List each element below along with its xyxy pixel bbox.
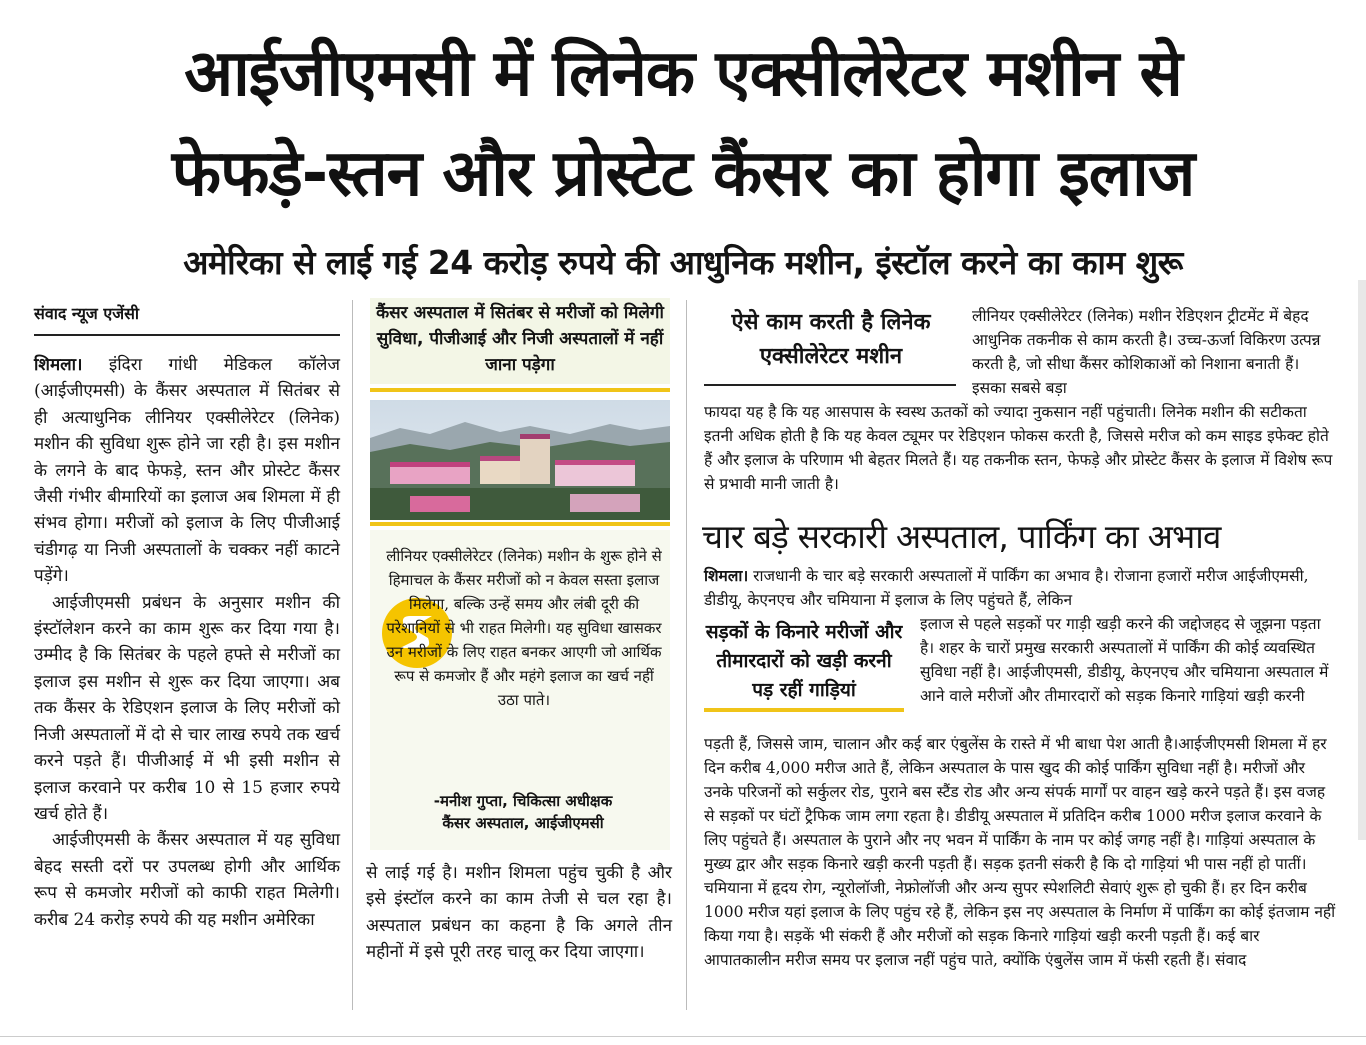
paragraph-1: इंदिरा गांधी मेडिकल कॉलेज (आईजीएमसी) के कैंसर अस्पताल में सितंबर से ही अत्याधुनिक लीनियर एक्सीलेरेटर (लिनेक) मशीन की सुविधा शुरू होने जा रही है। इस मशीन के लगने के बाद फेफड़े, स्तन और प्रोस्टेट कैंसर जैसी गंभीर बीमारियों का इलाज अब शिमला में ही संभव होगा। मरीजों को इलाज के लिए पीजीआई चंडीगढ़ या निजी अस्पतालों के चक्कर नहीं काटने पड़ेंगे। (34, 355, 340, 587)
linac-text-right (972, 304, 1328, 400)
adjacent-page-strip (1358, 280, 1366, 840)
sidebar-heading: ऐसे काम करती है लिनेक एक्सीलेरेटर मशीन (731, 310, 931, 369)
quote-author-title: कैंसर अस्पताल, आईजीएमसी (442, 814, 604, 832)
paragraph-2: आईजीएमसी प्रबंधन के अनुसार मशीन की इंस्टॉलेशन करने का काम शुरू कर दिया गया है। उम्मीद है कि सितंबर के पहले हफ्ते से मरीजों का इलाज इस मशीन से शुरू कर दिया जाएगा। अब तक कैंसर के रेडिएशन इलाज के लिए मरीजों को निजी अस्पतालों में दो से चार लाख रुपये तक खर्च करने पड़ते हैं। पीजीआई में भी इसी मशीन से इलाज करवाने पर करीब 10 से 15 हजार रुपये खर्च होते हैं। (34, 592, 340, 824)
linac-text-right-para: लीनियर एक्सीलेरेटर (लिनेक) मशीन रेडिएशन ट्रीटमेंट में बेहद आधुनिक तकनीक से काम करती है। उच्च-ऊर्जा विकिरण उत्पन्न करती है, जो सीधा कैंसर कोशिकाओं को निशाना बनाती हैं। इसका सबसे बड़ा (972, 307, 1321, 397)
story-2-right-text (920, 612, 1334, 708)
photo-bottom-rule (370, 522, 670, 526)
page-bottom-rule (0, 1036, 1366, 1037)
column-divider-1 (352, 300, 353, 1010)
paragraph-continued: से लाई गई है। मशीन शिमला पहुंच चुकी है और इसे इंस्टॉल करने का काम तेजी से चल रहा है। अस्पताल प्रबंधन का कहना है कि अगले तीन महीनों में इसे पूरी तरह चालू कर दिया जाएगा। (366, 863, 672, 963)
story-2-dateline: शिमला। (704, 566, 749, 585)
quote-text: लीनियर एक्सीलेरेटर (लिनेक) मशीन के शुरू होने से हिमाचल के कैंसर मरीजों को न केवल सस्ता इलाज मिलेगा, बल्कि उन्हें समय और लंबी दूरी की परेशानियों से भी राहत मिलेगी। यह सुविधा खासकर उन मरीजों के लिए राहत बनकर आएगी जो आर्थिक रूप से कमजोर हैं और महंगे इलाज का खर्च नहीं उठा पाते। (386, 547, 662, 709)
story-2-headline: चार बड़े सरकारी अस्पताल, पार्किंग का अभाव (702, 517, 1221, 556)
headline-line-2: फेफड़े-स्तन और प्रोस्टेट कैंसर का होगा इलाज (171, 137, 1195, 211)
byline: संवाद न्यूज एजेंसी (34, 304, 140, 323)
hospital-photo (370, 400, 670, 520)
headline-line-1: आईजीएमसी में लिनेक एक्सीलेरेटर मशीन से (184, 37, 1182, 111)
highlight-box-heading: कैंसर अस्पताल में सितंबर से मरीजों को मिलेगी सुविधा, पीजीआई और निजी अस्पतालों में नहीं जाना पड़ेगा (376, 303, 664, 375)
linac-text-full (704, 400, 1334, 496)
highlight-box-rule (370, 388, 670, 392)
column-divider-2 (686, 300, 687, 1010)
story-2-full-text (704, 732, 1336, 972)
story-2-intro-text: राजधानी के चार बड़े सरकारी अस्पतालों में पार्किंग का अभाव है। रोजाना हजारों मरीज आईजीएमसी, डीडीयू, केएनएच और चमियाना में इलाज के लिए पहुंचते हैं, लेकिन (704, 567, 1309, 609)
byline-divider (34, 334, 340, 336)
quote-author (378, 790, 668, 834)
main-story-column-1 (34, 352, 340, 933)
story-2-intro (704, 564, 1334, 612)
pull-quote: सड़कों के किनारे मरीजों और तीमारदारों को खड़ी करनी पड़ रहीं गाड़ियां (705, 621, 903, 701)
dateline: शिमला। (34, 355, 83, 375)
linac-text-full-para: फायदा यह है कि यह आसपास के स्वस्थ ऊतकों को ज्यादा नुकसान नहीं पहुंचाती। लिनेक मशीन की सटीकता इतनी अधिक होती है कि यह केवल ट्यूमर पर रेडिएशन फोकस करती है, जिससे मरीज को कम साइड इफेक्ट होते हैं और इलाज के परिणाम भी बेहतर मिलते हैं। यह तकनीक स्तन, फेफड़े और प्रोस्टेट कैंसर के इलाज में विशेष रूप से प्रभावी मानी जाती है। (704, 403, 1333, 493)
story-2-right-para: इलाज से पहले सड़कों पर गाड़ी खड़ी करने की जद्दोजहद से जूझना पड़ता है। शहर के चारों प्रमुख सरकारी अस्पतालों में पार्किंग की कोई व्यवस्थित सुविधा नहीं है। आईजीएमसी, डीडीयू, केएनएच और चमियाना अस्पताल में आने वाले मरीजों और तीमारदारों को सड़क किनारे गाड़ियां खड़ी करनी (920, 615, 1329, 705)
subheadline: अमेरिका से लाई गई 24 करोड़ रुपये की आधुनिक मशीन, इंस्टॉल करने का काम शुरू (183, 243, 1183, 282)
quote-author-name: -मनीश गुप्ता, चिकित्सा अधीक्षक (433, 792, 613, 810)
pull-quote-rule (704, 708, 904, 712)
highlight-box (370, 298, 670, 384)
main-story-column-2 (366, 860, 672, 966)
sidebar-heading-rule (704, 384, 956, 386)
story-2-full-para: पड़ती हैं, जिससे जाम, चालान और कई बार एंबुलेंस के रास्ते में भी बाधा पेश आती है।आईजीएमसी शिमला में हर दिन करीब 4,000 मरीज आते हैं, लेकिन अस्पताल के पास खुद की कोई पार्किंग सुविधा नहीं है। मरीजों और उनके परिजनों को सर्कुलर रोड, पुराने बस स्टैंड रोड और अन्य संपर्क मार्गों पर वाहन खड़े करने पड़ते हैं। इस वजह से सड़कों पर घंटों ट्रैफिक जाम लगा रहता है। डीडीयू अस्पताल में प्रतिदिन करीब 1000 मरीज इलाज करवाने के लिए पहुंचते हैं। अस्पताल के पुराने और नए भवन में पार्किंग के नाम पर कोई जगह नहीं है। गाड़ियां अस्पताल के मुख्य द्वार और सड़क किनारे खड़ी करनी पड़ती हैं। सड़क इतनी संकरी है कि दो गाड़ियां भी पास नहीं हो पातीं। चमियाना में हृदय रोग, न्यूरोलॉजी, नेफ्रोलॉजी और अन्य सुपर स्पेशलिटी सेवाएं शुरू हो चुकी हैं। हर दिन करीब 1000 मरीज यहां इलाज के लिए पहुंच रहे हैं, लेकिन इस नए अस्पताल के निर्माण में पार्किंग का कोई इंतजाम नहीं किया गया है। सड़कें भी संकरी हैं और मरीजों को सड़क किनारे गाड़ियां खड़ी करनी पड़ती हैं। कई बार आपातकालीन मरीज समय पर इलाज नहीं पहुंच पाते, क्योंकि एंबुलेंस जाम में फंसी रहती हैं। संवाद (704, 735, 1336, 969)
paragraph-3: आईजीएमसी के कैंसर अस्पताल में यह सुविधा बेहद सस्ती दरों पर उपलब्ध होगी और आर्थिक रूप से कमजोर मरीजों को काफी राहत मिलेगी। करीब 24 करोड़ रुपये की यह मशीन अमेरिका (34, 830, 340, 930)
